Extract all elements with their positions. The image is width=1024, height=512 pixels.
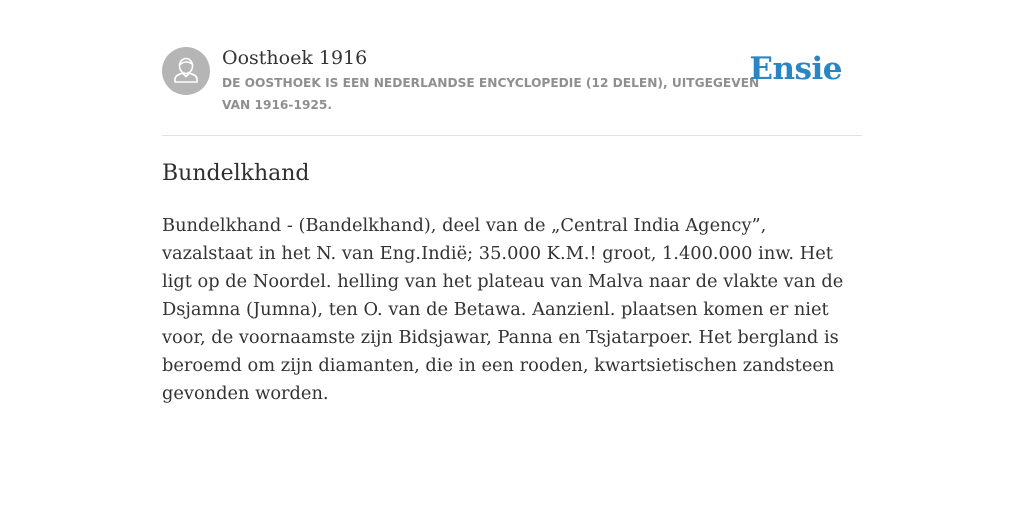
source-header	[162, 44, 862, 116]
avatar[interactable]	[162, 47, 210, 95]
ensie-logo[interactable]: Ensie	[749, 51, 842, 87]
user-icon	[162, 47, 210, 95]
divider	[162, 135, 862, 136]
source-description: DE OOSTHOEK IS EEN NEDERLANDSE ENCYCLOPEDIE (12 DELEN), UITGEGEVEN VAN 1916-1925.	[222, 76, 760, 112]
entry-body: Bundelkhand - (Bandelkhand), deel van de „Central India Agency”, vazalstaat in het N. van Eng.Indië; 35.000 K.M.! groot, 1.400.000 inw. Het ligt op de Noordel. helling van het plateau van Malva naar de vlakte van de Dsjamna (Jumna), ten O. van de Betawa. Aanzienl. plaatsen komen er niet voor, de voornaamste zijn Bidsjawar, Panna en Tsjatarpoer. Het bergland is beroemd om zijn diamanten, die in een rooden, kwartsietischen zandsteen gevonden worden.	[162, 215, 844, 404]
entry-title: Bundelkhand	[162, 161, 310, 186]
source-title[interactable]: Oosthoek 1916	[222, 47, 368, 69]
